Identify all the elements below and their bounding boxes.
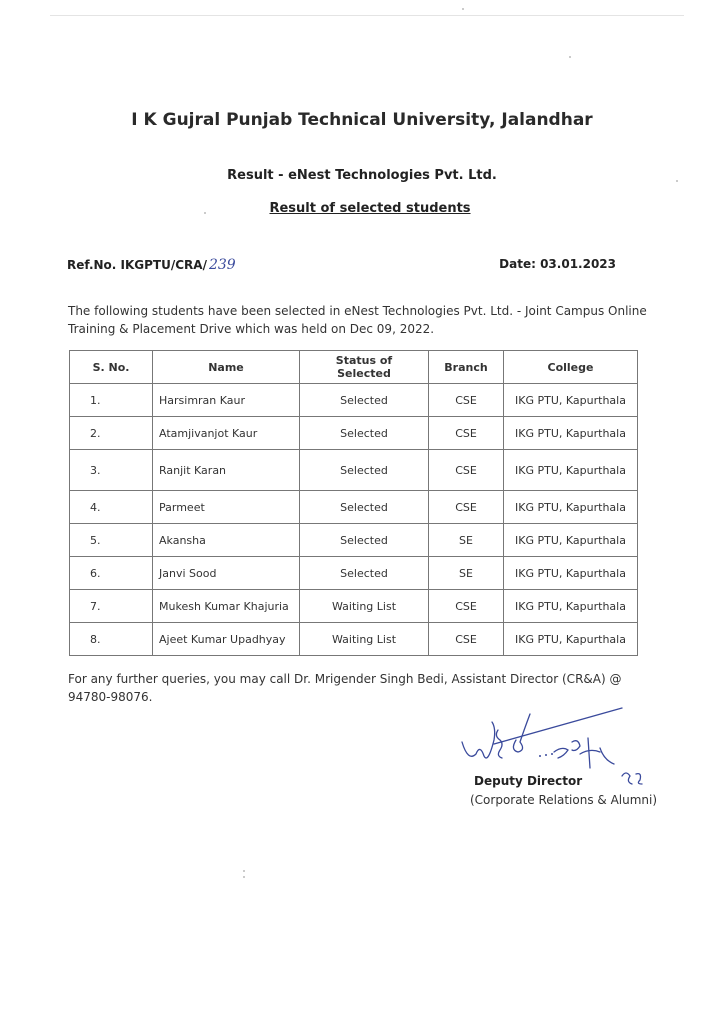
cell-name: Atamjivanjot Kaur (153, 417, 300, 450)
cell-name: Ajeet Kumar Upadhyay (153, 623, 300, 656)
cell-branch: CSE (429, 384, 504, 417)
results-table (69, 350, 638, 656)
cell-sno: 3. (70, 450, 153, 491)
cell-sno: 2. (70, 417, 153, 450)
cell-college: IKG PTU, Kapurthala (504, 491, 638, 524)
cell-name: Mukesh Kumar Khajuria (153, 590, 300, 623)
scan-speck (243, 870, 245, 872)
cell-college: IKG PTU, Kapurthala (504, 384, 638, 417)
scan-speck (462, 8, 464, 10)
cell-status: Waiting List (300, 590, 429, 623)
scan-speck (204, 212, 206, 214)
cell-status: Selected (300, 450, 429, 491)
cell-sno: 4. (70, 491, 153, 524)
cell-status: Selected (300, 557, 429, 590)
cell-branch: CSE (429, 450, 504, 491)
table-row (70, 623, 638, 656)
cell-branch: CSE (429, 417, 504, 450)
header-status (300, 351, 429, 384)
cell-name: Parmeet (153, 491, 300, 524)
table-row (70, 491, 638, 524)
table-row (70, 557, 638, 590)
header-name: Name (153, 351, 300, 384)
header-sno: S. No. (70, 351, 153, 384)
intro-paragraph: The following students have been selected in eNest Technologies Pvt. Ltd. - Joint Campus Online Training & Placement Drive which was held on Dec 09, 2022. (68, 304, 647, 336)
document-date: Date: 03.01.2023 (499, 257, 616, 271)
cell-college: IKG PTU, Kapurthala (504, 524, 638, 557)
cell-branch: CSE (429, 590, 504, 623)
cell-sno: 6. (70, 557, 153, 590)
cell-college: IKG PTU, Kapurthala (504, 623, 638, 656)
table-row (70, 590, 638, 623)
cell-college: IKG PTU, Kapurthala (504, 450, 638, 491)
table-row (70, 524, 638, 557)
cell-name: Harsimran Kaur (153, 384, 300, 417)
reference-label: Ref.No. IKGPTU/CRA/ (67, 258, 207, 272)
cell-college: IKG PTU, Kapurthala (504, 417, 638, 450)
table-row (70, 450, 638, 491)
selected-students-heading: Result of selected students (269, 201, 471, 216)
university-title: I K Gujral Punjab Technical University, Jalandhar (131, 110, 593, 130)
cell-college: IKG PTU, Kapurthala (504, 590, 638, 623)
cell-branch: CSE (429, 491, 504, 524)
result-title: Result - eNest Technologies Pvt. Ltd. (227, 168, 497, 183)
scan-speck (676, 180, 678, 182)
cell-status: Selected (300, 524, 429, 557)
cell-status: Selected (300, 417, 429, 450)
table-row (70, 384, 638, 417)
cell-name: Akansha (153, 524, 300, 557)
reference-number (67, 257, 236, 273)
scan-speck (569, 56, 571, 58)
cell-status: Selected (300, 384, 429, 417)
cell-college: IKG PTU, Kapurthala (504, 557, 638, 590)
cell-sno: 8. (70, 623, 153, 656)
cell-branch: SE (429, 524, 504, 557)
header-college: College (504, 351, 638, 384)
cell-branch: SE (429, 557, 504, 590)
cell-branch: CSE (429, 623, 504, 656)
signatory-title: Deputy Director (474, 774, 583, 788)
header-branch: Branch (429, 351, 504, 384)
signatory-department: (Corporate Relations & Alumni) (470, 793, 658, 807)
queries-paragraph: For any further queries, you may call Dr. Mrigender Singh Bedi, Assistant Director (CR&A) @ 94780-98076. (68, 672, 622, 704)
handwritten-ref-number: 239 (208, 257, 236, 273)
scan-speck (243, 876, 245, 878)
top-divider (50, 15, 684, 16)
cell-sno: 5. (70, 524, 153, 557)
header-status-text: Status of Selected (335, 354, 393, 380)
table-row (70, 417, 638, 450)
cell-status: Selected (300, 491, 429, 524)
table-header-row (70, 351, 638, 384)
cell-sno: 7. (70, 590, 153, 623)
cell-name: Ranjit Karan (153, 450, 300, 491)
cell-status: Waiting List (300, 623, 429, 656)
cell-sno: 1. (70, 384, 153, 417)
cell-name: Janvi Sood (153, 557, 300, 590)
